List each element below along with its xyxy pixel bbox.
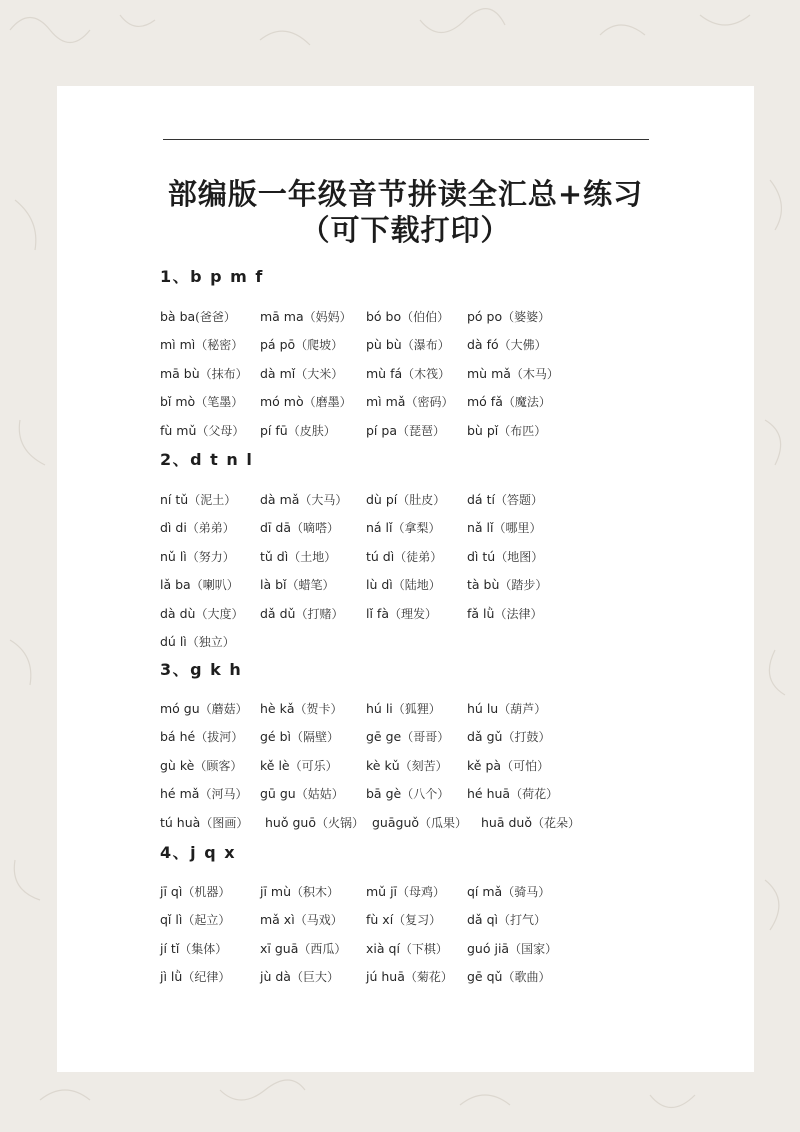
hanzi: （秘密）	[195, 338, 244, 353]
pinyin: dà fó	[467, 337, 499, 353]
hanzi: （蘑菇）	[199, 702, 248, 716]
word-item	[366, 700, 441, 717]
pinyin: dù pí	[366, 492, 398, 507]
word-item	[366, 336, 450, 353]
word-item	[160, 365, 248, 382]
word-item	[467, 308, 550, 325]
hanzi: （巨大）	[290, 970, 339, 985]
hanzi: （布匹）	[498, 423, 547, 438]
pinyin: xià qí	[366, 940, 400, 956]
pinyin: gù kè	[160, 757, 195, 773]
word-item	[467, 757, 549, 774]
word-item	[260, 728, 339, 745]
word-item	[467, 491, 543, 508]
hanzi: （纪律）	[182, 970, 231, 985]
pinyin: dì tú	[467, 548, 496, 564]
pinyin: mó gu	[160, 701, 200, 716]
word-item	[160, 576, 239, 593]
pinyin: bà ba	[160, 309, 196, 324]
hanzi: （徒弟）	[394, 549, 443, 564]
word-item	[467, 728, 550, 745]
word-item	[366, 308, 449, 325]
hanzi: （肚皮）	[397, 493, 446, 507]
word-item	[160, 883, 230, 900]
page-subtitle: （可下载打印）	[300, 213, 511, 247]
hanzi: （婆婆）	[502, 310, 551, 324]
pinyin: huā duǒ	[481, 814, 532, 830]
pinyin: gé bì	[260, 729, 292, 745]
word-item	[260, 940, 346, 957]
pinyin: hé mǎ	[160, 786, 200, 802]
hanzi: （琵琶）	[396, 423, 445, 438]
hanzi: （狐狸）	[392, 702, 441, 716]
word-item	[366, 548, 442, 565]
pinyin: ní tǔ	[160, 492, 189, 507]
hanzi: （瓜果）	[419, 815, 468, 830]
word-item	[160, 491, 236, 508]
hanzi: （隔壁）	[291, 730, 340, 745]
pinyin: tú huà	[160, 814, 201, 830]
word-item	[467, 911, 546, 928]
word-item	[467, 883, 550, 900]
word-item	[467, 519, 542, 536]
pinyin: mā bù	[160, 365, 200, 381]
word-item	[160, 308, 236, 325]
word-item	[260, 785, 344, 802]
pinyin: bù pǐ	[467, 422, 499, 438]
word-item	[366, 883, 445, 900]
word-item	[260, 422, 336, 439]
pinyin: là bǐ	[260, 577, 287, 593]
word-item	[481, 814, 580, 831]
hanzi: （父母）	[196, 423, 245, 438]
word-item	[260, 393, 352, 410]
pinyin: tǔ dì	[260, 548, 289, 564]
hanzi: （哪里）	[493, 521, 542, 536]
word-item	[366, 785, 449, 802]
pinyin: xī guā	[260, 940, 299, 956]
hanzi: （磨墨）	[303, 395, 352, 410]
hanzi: （拿梨）	[392, 521, 441, 536]
hanzi: （独立）	[186, 635, 235, 649]
word-item	[467, 393, 551, 410]
word-item	[160, 728, 243, 745]
pinyin: mù fá	[366, 365, 403, 381]
word-item	[260, 757, 338, 774]
pinyin: pó po	[467, 309, 503, 324]
word-item	[467, 785, 558, 802]
hanzi: （打赌）	[295, 606, 344, 621]
hanzi: （木筏）	[402, 366, 451, 381]
pinyin: mù mǎ	[467, 365, 511, 381]
pinyin: bǐ mò	[160, 394, 196, 410]
word-item	[260, 911, 343, 928]
hanzi: （刻苦）	[399, 758, 448, 773]
hanzi: （大马）	[299, 493, 348, 507]
hanzi: （歌曲）	[502, 970, 551, 985]
section-heading: 2、d t n l	[160, 450, 254, 469]
hanzi: （瀑布）	[401, 338, 450, 353]
word-item	[160, 393, 243, 410]
word-item	[467, 968, 550, 985]
hanzi: （蜡笔）	[286, 578, 335, 593]
top-divider	[163, 139, 649, 140]
hanzi: （木马）	[510, 366, 559, 381]
word-item	[160, 785, 247, 802]
pinyin: tú dì	[366, 548, 395, 564]
pinyin: kè kǔ	[366, 757, 400, 773]
hanzi: （八个）	[401, 787, 450, 802]
word-item	[160, 757, 242, 774]
hanzi: （抹布）	[199, 366, 248, 381]
word-item	[160, 911, 230, 928]
word-item	[260, 491, 347, 508]
pinyin: dà mǐ	[260, 365, 296, 381]
pinyin: dǎ qì	[467, 912, 498, 928]
pinyin: jì lǜ	[160, 969, 183, 985]
pinyin: mó mò	[260, 394, 304, 410]
hanzi: （妈妈）	[303, 310, 352, 324]
pinyin: kě pà	[467, 757, 502, 773]
pinyin: gū gu	[260, 786, 296, 802]
word-item	[366, 968, 453, 985]
word-item	[260, 519, 339, 536]
word-item	[160, 940, 227, 957]
hanzi: （大度）	[195, 606, 244, 621]
pinyin: jù dà	[260, 969, 291, 985]
hanzi: （集体）	[179, 941, 228, 956]
pinyin: nǎ lǐ	[467, 520, 494, 536]
pinyin: guāguǒ	[372, 814, 420, 830]
pinyin: fù mǔ	[160, 422, 197, 438]
word-item	[467, 548, 543, 565]
pinyin: jí tǐ	[160, 940, 180, 956]
hanzi: （喇叭）	[190, 578, 239, 593]
hanzi: （努力）	[186, 549, 235, 564]
word-item	[467, 700, 546, 717]
word-item	[372, 814, 467, 831]
hanzi: （姑姑）	[295, 787, 344, 802]
hanzi: （机器）	[182, 885, 231, 899]
hanzi: (爸爸）	[195, 310, 236, 324]
word-item	[366, 940, 448, 957]
word-item	[366, 365, 450, 382]
pinyin: huǒ guō	[265, 814, 316, 830]
pinyin: fù xí	[366, 912, 394, 928]
word-item	[160, 605, 243, 622]
hanzi: （嘀嗒）	[290, 521, 339, 536]
pinyin: qí mǎ	[467, 884, 503, 899]
hanzi: （国家）	[509, 941, 558, 956]
word-item	[260, 548, 336, 565]
hanzi: （马戏）	[294, 913, 343, 928]
word-item	[366, 491, 445, 508]
hanzi: （打气）	[497, 913, 546, 928]
hanzi: （火锅）	[315, 815, 364, 830]
pinyin: dà mǎ	[260, 492, 300, 507]
word-item	[160, 422, 244, 439]
pinyin: hé huā	[467, 786, 511, 802]
word-item	[366, 605, 437, 622]
pinyin: dá tí	[467, 492, 495, 507]
hanzi: （菊花）	[404, 970, 453, 985]
word-item	[467, 576, 547, 593]
word-item	[467, 940, 557, 957]
pinyin: lù dì	[366, 577, 393, 593]
word-item	[260, 308, 352, 325]
hanzi: （拔河）	[195, 730, 244, 745]
word-item	[260, 365, 343, 382]
word-item	[366, 393, 453, 410]
hanzi: （踏步）	[499, 578, 548, 593]
hanzi: （葫芦）	[498, 702, 547, 716]
hanzi: （打鼓）	[502, 730, 551, 745]
pinyin: dǎ dǔ	[260, 605, 296, 621]
hanzi: （大米）	[295, 366, 344, 381]
pinyin: dì di	[160, 520, 187, 536]
pinyin: bá hé	[160, 729, 196, 745]
pinyin: dī dā	[260, 520, 291, 536]
hanzi: （泥土）	[188, 493, 237, 507]
word-item	[160, 968, 230, 985]
pinyin: hè kǎ	[260, 701, 295, 716]
hanzi: （骑马）	[502, 885, 551, 899]
hanzi: （可怕）	[501, 758, 550, 773]
hanzi: （顾客）	[194, 758, 243, 773]
hanzi: （伯伯）	[401, 310, 450, 324]
hanzi: （皮肤）	[287, 423, 336, 438]
word-item	[160, 548, 235, 565]
word-item	[366, 757, 448, 774]
word-item	[260, 605, 343, 622]
pinyin: jī mù	[260, 884, 292, 899]
pinyin: guó jiā	[467, 940, 510, 956]
section-heading: 4、j q x	[160, 843, 237, 862]
hanzi: （弟弟）	[186, 521, 235, 536]
word-item	[467, 422, 546, 439]
word-item	[366, 728, 449, 745]
pinyin: pù bù	[366, 337, 402, 353]
pinyin: nǔ lì	[160, 548, 187, 564]
pinyin: hú lu	[467, 701, 499, 716]
pinyin: bā gè	[366, 786, 402, 802]
pinyin: pí fū	[260, 422, 288, 438]
pinyin: tà bù	[467, 577, 500, 593]
pinyin: dǎ gǔ	[467, 729, 503, 745]
hanzi: （母鸡）	[397, 885, 446, 899]
word-item	[260, 576, 335, 593]
pinyin: qǐ lì	[160, 912, 183, 928]
word-item	[260, 700, 343, 717]
hanzi: （起立）	[182, 913, 231, 928]
pinyin: dà dù	[160, 605, 196, 621]
word-item	[366, 576, 441, 593]
pinyin: mì mì	[160, 337, 196, 353]
pinyin: mì mǎ	[366, 394, 406, 410]
hanzi: （爬坡）	[295, 338, 344, 353]
hanzi: （贺卡）	[294, 702, 343, 716]
hanzi: （积木）	[291, 885, 340, 899]
pinyin: mǔ jī	[366, 884, 398, 899]
section-heading: 3、g k h	[160, 660, 243, 679]
pinyin: ná lǐ	[366, 520, 393, 536]
hanzi: （下棋）	[399, 941, 448, 956]
pinyin: mó fǎ	[467, 394, 503, 410]
word-item	[260, 336, 343, 353]
worksheet-page	[57, 86, 754, 1072]
pinyin: hú li	[366, 701, 393, 716]
hanzi: （理发）	[388, 606, 437, 621]
hanzi: （复习）	[393, 913, 442, 928]
hanzi: （荷花）	[510, 787, 559, 802]
word-item	[366, 422, 445, 439]
hanzi: （魔法）	[502, 395, 551, 410]
pinyin: fǎ lǜ	[467, 605, 495, 621]
pinyin: pá pō	[260, 337, 296, 353]
hanzi: （陆地）	[392, 578, 441, 593]
word-item	[366, 519, 441, 536]
word-item	[467, 365, 559, 382]
word-item	[260, 883, 339, 900]
section-heading: 1、b p m f	[160, 267, 264, 286]
hanzi: （笔墨）	[195, 395, 244, 410]
hanzi: （哥哥）	[401, 730, 450, 745]
hanzi: （可乐）	[289, 758, 338, 773]
hanzi: （答题）	[494, 493, 543, 507]
hanzi: （密码）	[405, 395, 454, 410]
hanzi: （西瓜）	[298, 941, 347, 956]
pinyin: gē ge	[366, 729, 402, 745]
hanzi: （花朵）	[531, 815, 580, 830]
word-item	[265, 814, 364, 831]
page-title: 部编版一年级音节拼读全汇总+练习	[167, 177, 644, 211]
word-item	[160, 519, 235, 536]
hanzi: （地图）	[495, 549, 544, 564]
word-item	[366, 911, 441, 928]
hanzi: （土地）	[288, 549, 337, 564]
hanzi: （法律）	[494, 606, 543, 621]
pinyin: bó bo	[366, 309, 402, 324]
word-item	[160, 700, 248, 717]
hanzi: （河马）	[199, 787, 248, 802]
hanzi: （大佛）	[498, 338, 547, 353]
pinyin: lǎ ba	[160, 577, 191, 593]
pinyin: dú lì	[160, 634, 187, 649]
word-item	[160, 633, 235, 650]
pinyin: mǎ xì	[260, 912, 295, 928]
word-item	[160, 814, 248, 831]
word-item	[467, 336, 547, 353]
pinyin: pí pa	[366, 422, 397, 438]
hanzi: （图画）	[200, 815, 249, 830]
word-item	[160, 336, 243, 353]
pinyin: mā ma	[260, 309, 304, 324]
word-item	[260, 968, 339, 985]
pinyin: jī qì	[160, 884, 183, 899]
pinyin: kě lè	[260, 757, 290, 773]
pinyin: lǐ fà	[366, 605, 389, 621]
pinyin: gē qǔ	[467, 969, 503, 985]
pinyin: jú huā	[366, 969, 405, 985]
word-item	[467, 605, 542, 622]
